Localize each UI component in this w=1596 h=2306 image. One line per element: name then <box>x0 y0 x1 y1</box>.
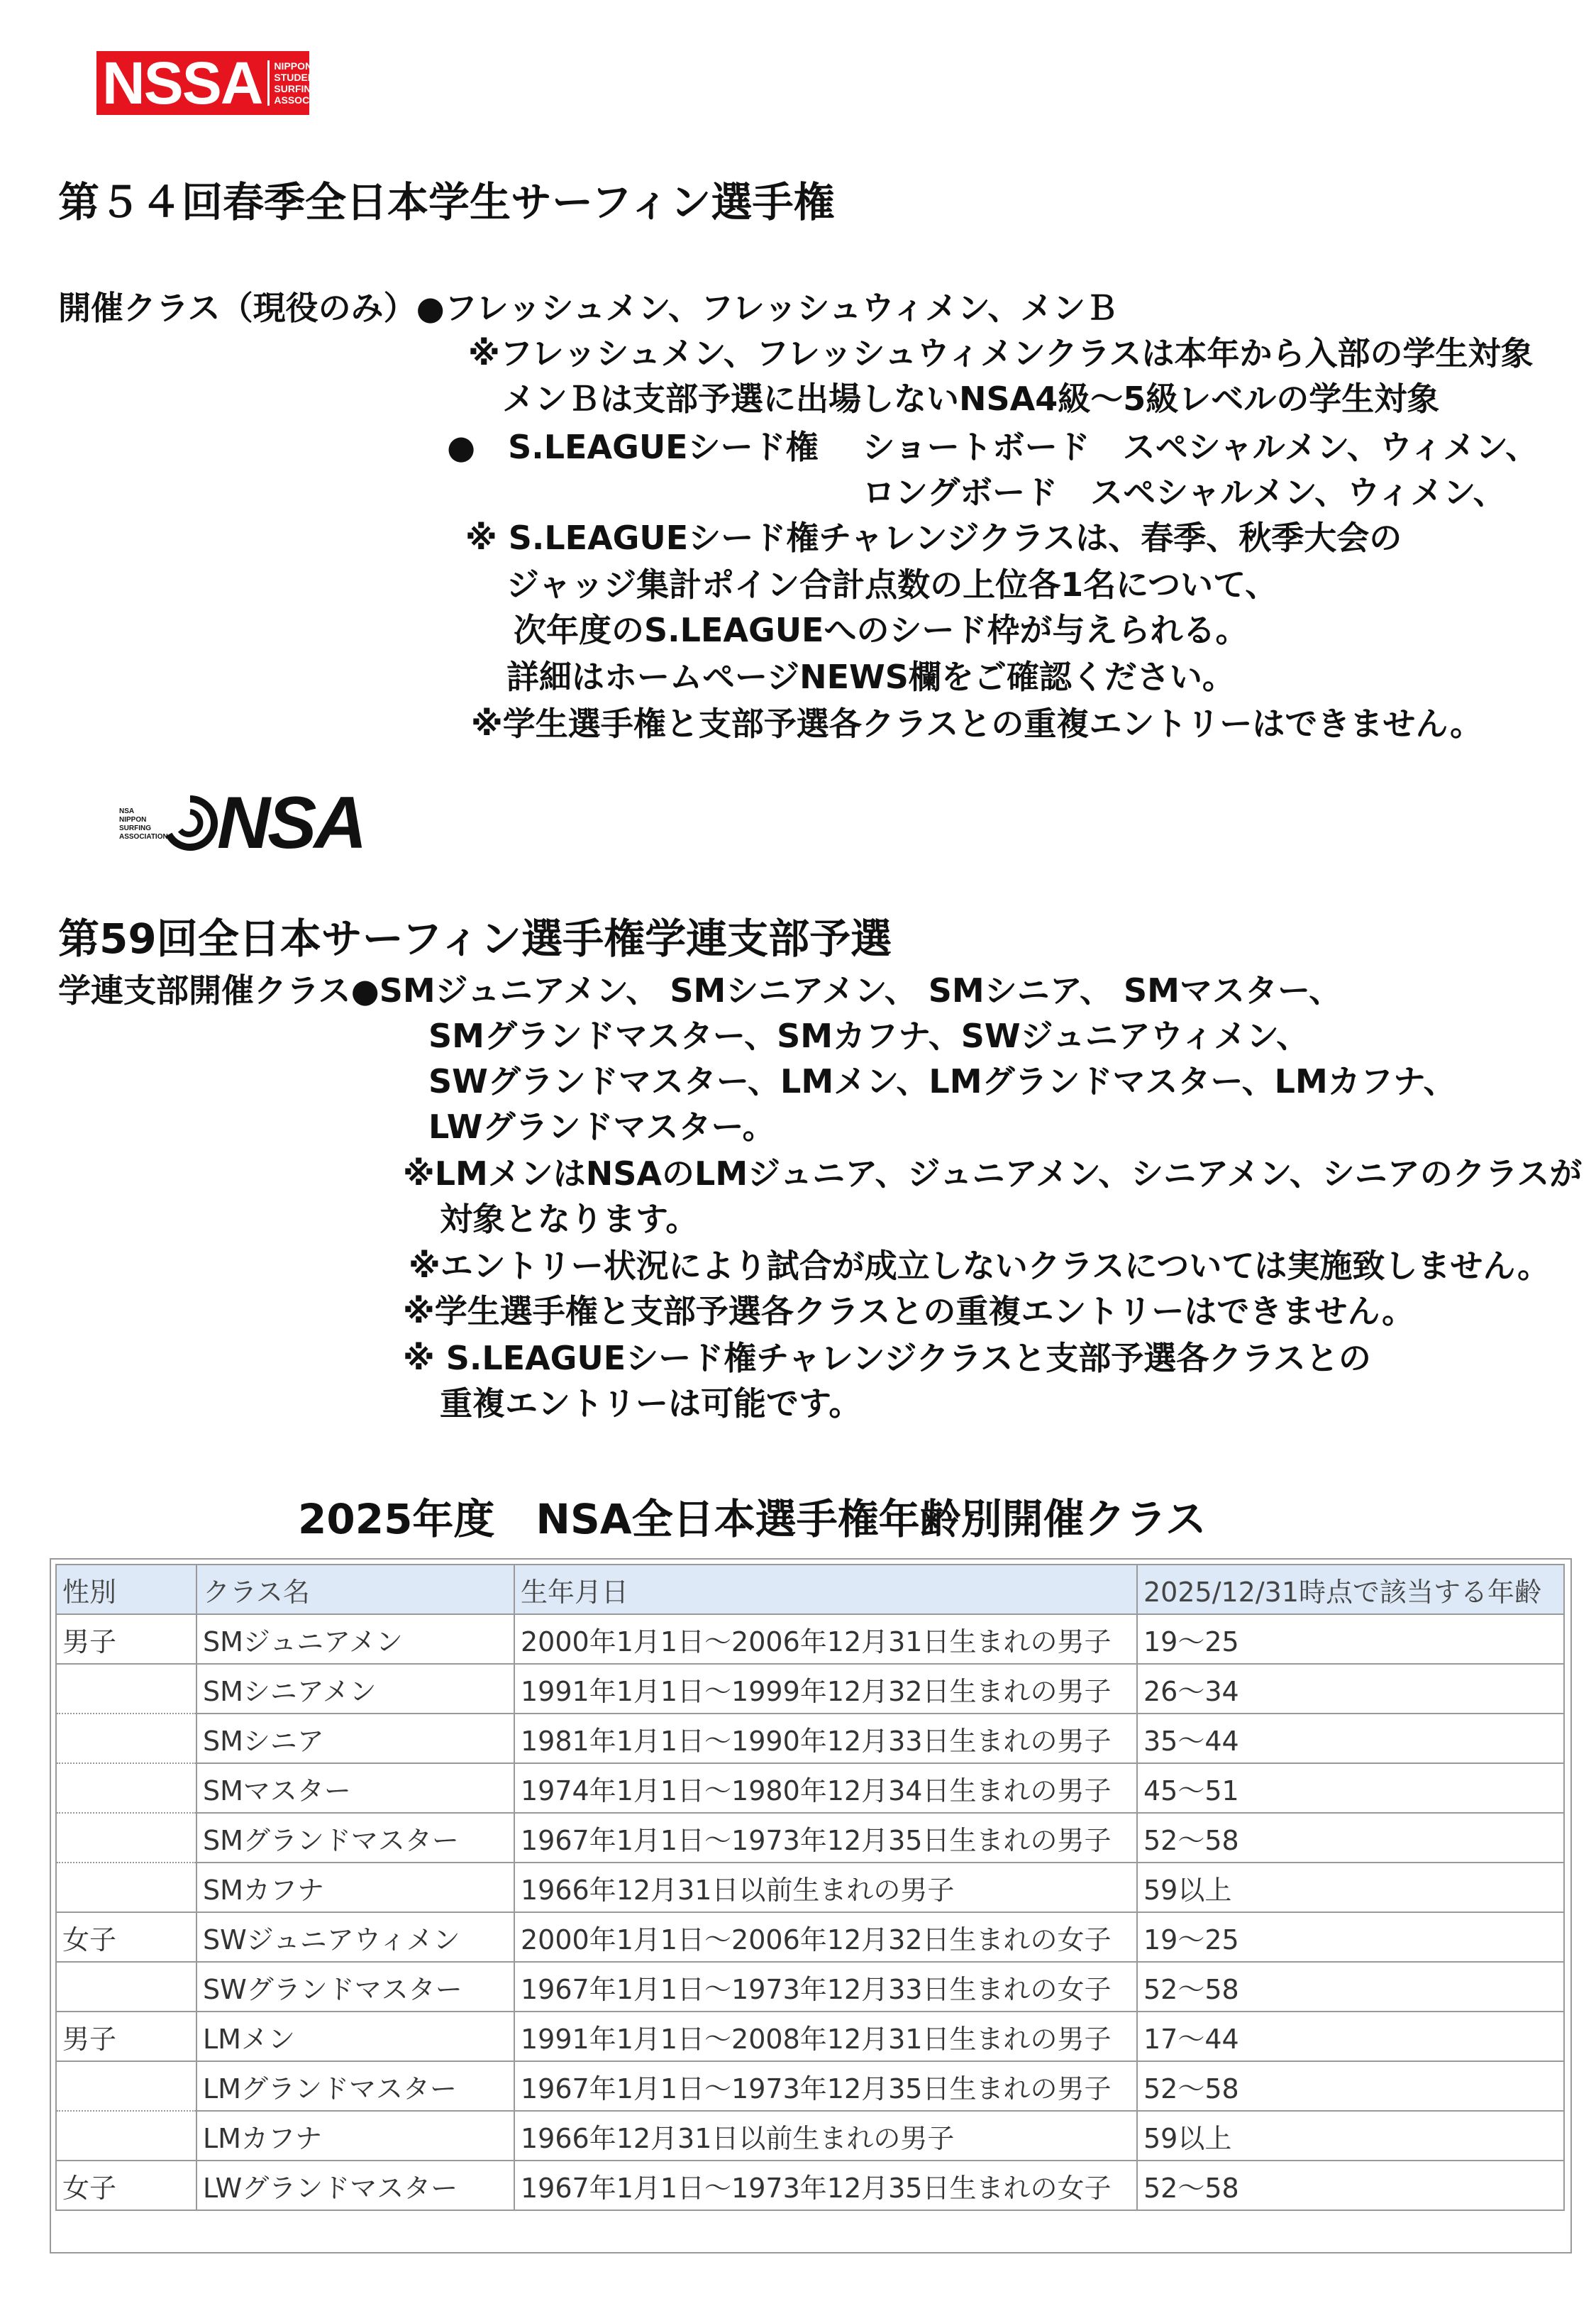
cell-gender <box>56 2061 196 2111</box>
table-row <box>56 2111 1564 2161</box>
section2-line: 学連支部開催クラス●SMジュニアメン、 SMシニアメン、 SMシニア、 SMマスター、 <box>58 971 1342 1010</box>
nsa-swirl-icon <box>162 795 218 851</box>
cell-class-name: SWグランドマスター <box>196 1962 514 2012</box>
cell-class-name: SWジュニアウィメン <box>196 1912 514 1962</box>
table-title: 2025年度 NSA全日本選手権年齢別開催クラス <box>298 1495 1207 1543</box>
section2-line: 対象となります。 <box>440 1200 699 1238</box>
cell-gender <box>56 1863 196 1912</box>
cell-age: 59以上 <box>1137 1863 1564 1912</box>
cell-gender <box>56 1664 196 1714</box>
section1-line: ※ S.LEAGUEシード権チャレンジクラスは、春季、秋季大会の <box>465 519 1402 557</box>
nsa-logo <box>119 782 365 864</box>
section1-line: ※学生選手権と支部予選各クラスとの重複エントリーはできません。 <box>471 705 1483 743</box>
header-age: 2025/12/31時点で該当する年齢 <box>1137 1565 1564 1614</box>
cell-class-name: LMカフナ <box>196 2111 514 2161</box>
table-row <box>56 1664 1564 1714</box>
cell-gender: 男子 <box>56 2012 196 2061</box>
table-row <box>56 2161 1564 2210</box>
cell-class-name: SMシニア <box>196 1714 514 1763</box>
cell-gender <box>56 2111 196 2161</box>
section1-line: ※フレッシュメン、フレッシュウィメンクラスは本年から入部の学生対象 <box>468 334 1534 373</box>
section2-line: ※ S.LEAGUEシード権チャレンジクラスと支部予選各クラスとの <box>403 1339 1371 1377</box>
section1-line: メンＢは支部予選に出場しないNSA4級～5級レベルの学生対象 <box>502 380 1440 418</box>
cell-gender: 女子 <box>56 1912 196 1962</box>
section1-line: ● S.LEAGUEシード権 ショートボード スペシャルメン、ウィメン、 <box>447 428 1539 466</box>
table-row <box>56 2061 1564 2111</box>
cell-birthdate: 2000年1月1日～2006年12月31日生まれの男子 <box>514 1614 1137 1664</box>
table-row <box>56 1614 1564 1664</box>
cell-class-name: LMメン <box>196 2012 514 2061</box>
cell-birthdate: 2000年1月1日～2006年12月32日生まれの女子 <box>514 1912 1137 1962</box>
cell-gender <box>56 1714 196 1763</box>
section2-line: ※エントリー状況により試合が成立しないクラスについては実施致しません。 <box>409 1247 1551 1285</box>
cell-birthdate: 1966年12月31日以前生まれの男子 <box>514 2111 1137 2161</box>
cell-birthdate: 1967年1月1日～1973年12月35日生まれの女子 <box>514 2161 1137 2210</box>
cell-birthdate: 1966年12月31日以前生まれの男子 <box>514 1863 1137 1912</box>
cell-birthdate: 1981年1月1日～1990年12月33日生まれの男子 <box>514 1714 1137 1763</box>
header-class-name: クラス名 <box>196 1565 514 1614</box>
cell-gender <box>56 1763 196 1813</box>
cell-age: 19～25 <box>1137 1614 1564 1664</box>
nsa-logo-text: NSA <box>217 782 365 864</box>
cell-birthdate: 1991年1月1日～1999年12月32日生まれの男子 <box>514 1664 1137 1714</box>
section2-line: 重複エントリーは可能です。 <box>440 1384 862 1423</box>
cell-gender <box>56 1813 196 1863</box>
cell-age: 52～58 <box>1137 2161 1564 2210</box>
section1-line: 次年度のS.LEAGUEへのシード枠が与えられる。 <box>514 611 1248 649</box>
cell-age: 52～58 <box>1137 1813 1564 1863</box>
cell-age: 45～51 <box>1137 1763 1564 1813</box>
cell-class-name: SMマスター <box>196 1763 514 1813</box>
cell-age: 52～58 <box>1137 1962 1564 2012</box>
cell-age: 26～34 <box>1137 1664 1564 1714</box>
age-class-table <box>55 1564 1565 2211</box>
table-row <box>56 2012 1564 2061</box>
cell-age: 52～58 <box>1137 2061 1564 2111</box>
cell-age: 35～44 <box>1137 1714 1564 1763</box>
table-row <box>56 1962 1564 2012</box>
section2-title: 第59回全日本サーフィン選手権学連支部予選 <box>58 915 892 963</box>
table-row <box>56 1714 1564 1763</box>
cell-birthdate: 1991年1月1日～2008年12月31日生まれの男子 <box>514 2012 1137 2061</box>
nssa-logo-subtext: NIPPON STUDENT SURFING ASSOC. <box>267 60 321 106</box>
cell-class-name: LMグランドマスター <box>196 2061 514 2111</box>
section2-line: LWグランドマスター。 <box>428 1108 775 1146</box>
section1-line: ロングボード スペシャルメン、ウィメン、 <box>863 473 1506 512</box>
cell-birthdate: 1974年1月1日～1980年12月34日生まれの男子 <box>514 1763 1137 1813</box>
header-gender: 性別 <box>56 1565 196 1614</box>
cell-gender: 女子 <box>56 2161 196 2210</box>
cell-age: 19～25 <box>1137 1912 1564 1962</box>
table-row <box>56 1813 1564 1863</box>
section2-line: SMグランドマスター、SMカフナ、SWジュニアウィメン、 <box>428 1017 1309 1055</box>
cell-class-name: SMシニアメン <box>196 1664 514 1714</box>
cell-age: 59以上 <box>1137 2111 1564 2161</box>
cell-class-name: SMジュニアメン <box>196 1614 514 1664</box>
cell-age: 17～44 <box>1137 2012 1564 2061</box>
section1-line: ジャッジ集計ポイン合計点数の上位各1名について、 <box>506 566 1278 604</box>
nsa-logo-subtext: NSA NIPPON SURFING ASSOCIATION <box>119 807 168 841</box>
cell-class-name: SMカフナ <box>196 1863 514 1912</box>
section2-line: ※LMメンはNSAのLMジュニア、ジュニアメン、シニアメン、シニアのクラスが <box>403 1154 1583 1193</box>
cell-birthdate: 1967年1月1日～1973年12月35日生まれの男子 <box>514 2061 1137 2111</box>
section1-line: 開催クラス（現役のみ）●フレッシュメン、フレッシュウィメン、メンＢ <box>58 289 1119 327</box>
section1-line: 詳細はホームページNEWS欄をご確認ください。 <box>506 658 1235 696</box>
cell-gender: 男子 <box>56 1614 196 1664</box>
table-header-row <box>56 1565 1564 1614</box>
cell-gender <box>56 1962 196 2012</box>
header-birthdate: 生年月日 <box>514 1565 1137 1614</box>
section1-title: 第５４回春季全日本学生サーフィン選手権 <box>58 178 835 226</box>
section2-line: SWグランドマスター、LMメン、LMグランドマスター、LMカフナ、 <box>428 1062 1456 1100</box>
nssa-logo <box>96 50 321 116</box>
table-row <box>56 1763 1564 1813</box>
nssa-logo-text: NSSA <box>102 50 262 116</box>
section2-line: ※学生選手権と支部予選各クラスとの重複エントリーはできません。 <box>403 1292 1415 1330</box>
cell-class-name: SMグランドマスター <box>196 1813 514 1863</box>
cell-birthdate: 1967年1月1日～1973年12月33日生まれの女子 <box>514 1962 1137 2012</box>
table-row <box>56 1912 1564 1962</box>
cell-birthdate: 1967年1月1日～1973年12月35日生まれの男子 <box>514 1813 1137 1863</box>
table-row <box>56 1863 1564 1912</box>
cell-class-name: LWグランドマスター <box>196 2161 514 2210</box>
